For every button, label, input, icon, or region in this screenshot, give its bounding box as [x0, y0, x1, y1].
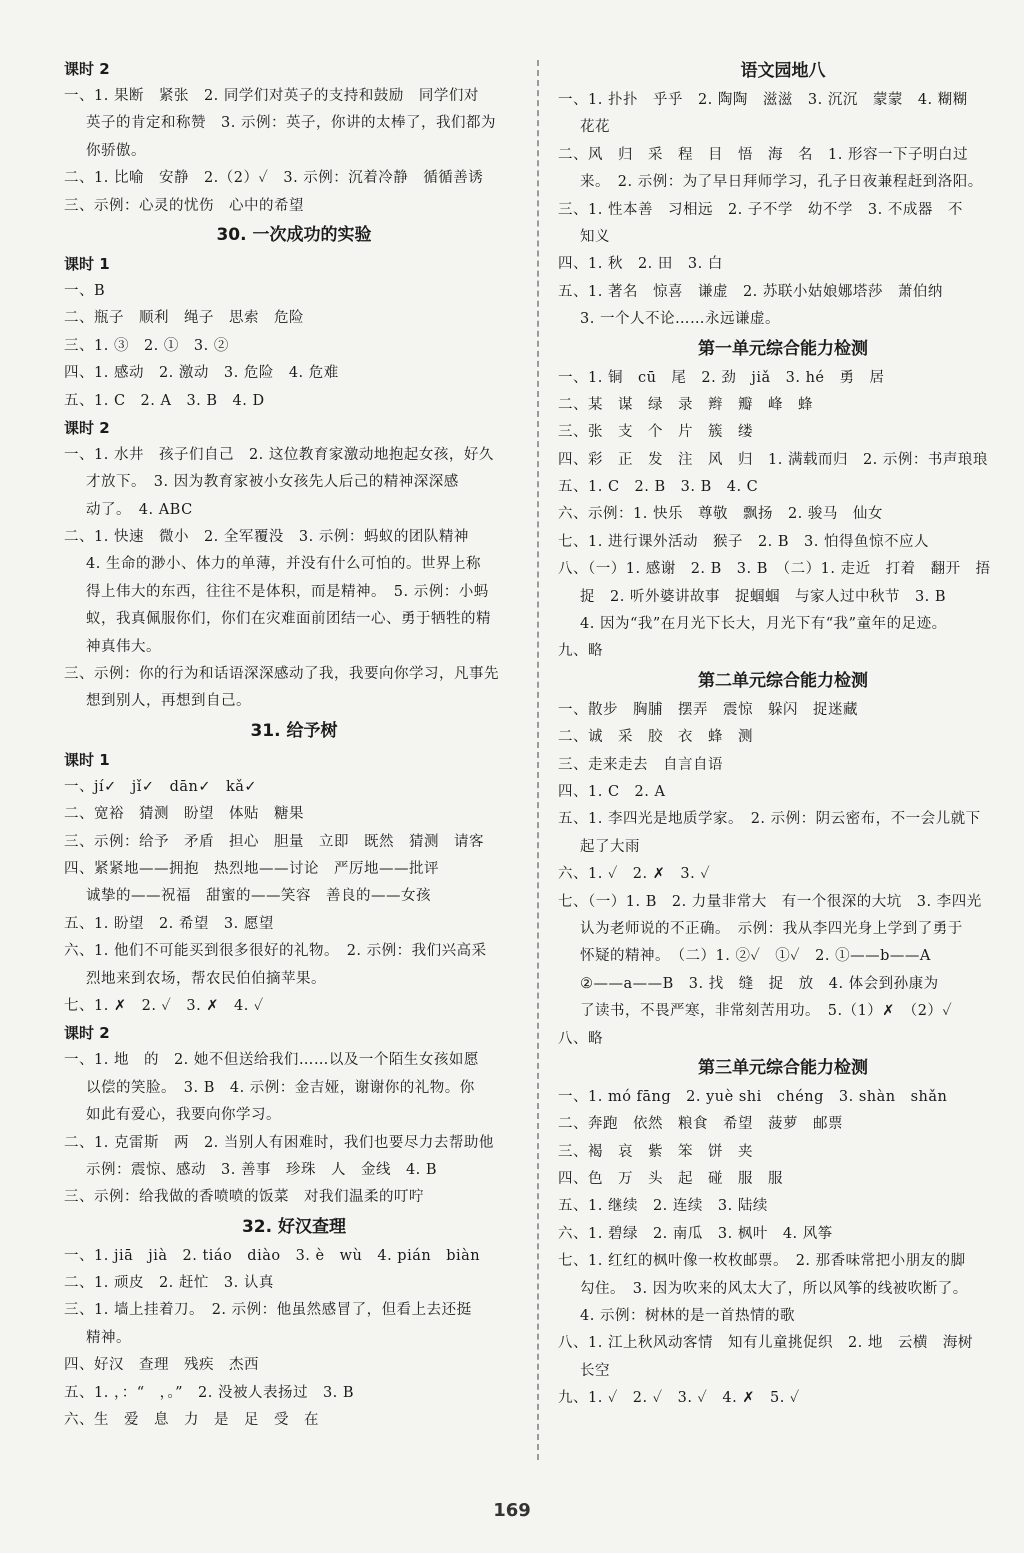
answer-line: 3. 一个人不论……永远谦虚。 — [580, 311, 780, 328]
lesson-heading: 课时 2 — [64, 418, 110, 437]
column-divider — [537, 60, 539, 1460]
answer-line: 五、1. C 2. A 3. B 4. D — [64, 392, 265, 409]
answer-line: 一、1. jiā jià 2. tiáo diào 3. è wù 4. pián biàn — [64, 1247, 481, 1264]
answer-line: 4. 生命的渺小、体力的单薄，并没有什么可怕的。世界上称 — [86, 556, 481, 573]
answer-line: 六、1. ✓ 2. ✗ 3. ✓ — [558, 866, 711, 883]
answer-line: 六、示例：1. 快乐 尊敬 飘扬 2. 骏马 仙女 — [558, 506, 883, 523]
left-column — [64, 56, 524, 1434]
section-title: 语文园地八 — [740, 61, 826, 81]
answer-line: 烈地来到农场，帮农民伯伯摘苹果。 — [86, 970, 326, 987]
answer-line: 一、1. 地 的 2. 她不但送给我们……以及一个陌生女孩如愿 — [64, 1052, 479, 1069]
answer-line: 三、1. 墙上挂着刀。 2. 示例：他虽然感冒了，但看上去还挺 — [64, 1302, 472, 1319]
answer-line: 以偿的笑脸。 3. B 4. 示例：金吉娅，谢谢你的礼物。你 — [86, 1079, 475, 1096]
answer-line: 五、1. ，：“ ，。” 2. 没被人表扬过 3. B — [64, 1384, 355, 1401]
lesson-heading: 课时 2 — [64, 60, 110, 78]
answer-line: 二、诚 采 胶 衣 蜂 测 — [558, 729, 753, 746]
answer-line: 三、示例：你的行为和话语深深感动了我，我要向你学习，凡事先 — [64, 666, 499, 683]
section-title: 32. 好汉查理 — [241, 1216, 347, 1237]
answer-line: 一、1. 扑扑 乎乎 2. 陶陶 滋滋 3. 沉沉 蒙蒙 4. 糊糊 — [558, 92, 968, 108]
answer-line: 三、褐 哀 紫 笨 饼 夹 — [558, 1143, 753, 1160]
answer-line: 4. 因为“我”在月光下长大，月光下有“我”童年的足迹。 — [580, 616, 947, 633]
answer-line: 捉 2. 听外婆讲故事 捉蝈蝈 与家人过中秋节 3. B — [580, 588, 947, 605]
answer-line: 一、B — [64, 282, 106, 299]
answer-line: 四、1. 感动 2. 激动 3. 危险 4. 危难 — [64, 365, 339, 382]
lesson-heading: 课时 1 — [64, 254, 110, 273]
answer-line: 七、（一）1. B 2. 力量非常大 有一个很深的大坑 3. 李四光 — [558, 893, 982, 910]
answer-line: 一、1. mó fāng 2. yuè shi chéng 3. shàn shǎn — [558, 1088, 948, 1105]
answer-line: 英子的肯定和称赞 3. 示例：英子，你讲的太棒了，我们都为 — [86, 115, 496, 132]
answer-line: 了读书，不畏严寒，非常刻苦用功。 5.（1）✗ （2）✓ — [580, 1003, 953, 1020]
answer-line: 四、色 万 头 起 碰 服 服 — [558, 1171, 783, 1188]
answer-line: 三、张 支 个 片 簇 缕 — [558, 424, 753, 441]
answer-line: 二、1. 比喻 安静 2.（2）✓ 3. 示例：沉着冷静 循循善诱 — [64, 170, 484, 187]
answer-line: 三、1. 性本善 习相远 2. 子不学 幼不学 3. 不成器 不 — [558, 201, 963, 218]
page-number: 169 — [493, 1500, 531, 1521]
answer-line: 四、1. C 2. A — [558, 783, 666, 800]
answer-line: 二、瓶子 顺利 绳子 思索 危险 — [64, 310, 304, 327]
answer-line: 一、1. 水井 孩子们自己 2. 这位教育家激动地抱起女孩，好久 — [64, 446, 494, 463]
answer-line: 四、彩 正 发 注 风 归 1. 满载而归 2. 示例：书声琅琅 — [558, 451, 988, 468]
answer-line: 三、示例：心灵的忧伤 心中的希望 — [64, 197, 304, 214]
answer-line: 三、1. ③ 2. ① 3. ② — [64, 337, 229, 354]
answer-line: 一、jí✓ jǐ✓ dān✓ kǎ✓ — [64, 778, 258, 795]
answer-line: 动了。 4. ABC — [86, 501, 193, 518]
answer-line: 三、示例：给予 矛盾 担心 胆量 立即 既然 猜测 请客 — [64, 833, 484, 850]
answer-line: 五、1. 继续 2. 连续 3. 陆续 — [558, 1198, 768, 1215]
section-title: 第三单元综合能力检测 — [698, 1057, 868, 1078]
section-title: 31. 给予树 — [250, 720, 338, 741]
answer-line: 蚁，我真佩服你们，你们在灾难面前团结一心、勇于牺牲的精 — [86, 611, 491, 628]
answer-line: 一、1. 铜 cū 尾 2. 劲 jiǎ 3. hé 勇 居 — [558, 369, 885, 386]
answer-line: 二、1. 顽皮 2. 赶忙 3. 认真 — [64, 1275, 274, 1292]
answer-line: 二、1. 克雷斯 两 2. 当别人有困难时，我们也要尽力去帮助他 — [64, 1134, 494, 1151]
answer-line: 示例：震惊、感动 3. 善事 珍珠 人 金线 4. B — [86, 1161, 438, 1178]
answer-line: 认为老师说的不正确。 示例：我从李四光身上学到了勇于 — [580, 920, 963, 937]
answer-line: 精神。 — [86, 1329, 131, 1346]
answer-line: 六、生 爱 息 力 是 足 受 在 — [64, 1412, 319, 1429]
answer-line: 七、1. 进行课外活动 猴子 2. B 3. 怕得鱼惊不应人 — [558, 533, 929, 550]
answer-line: 4. 示例：树林的是一首热情的歌 — [580, 1308, 795, 1325]
answer-line: 你骄傲。 — [86, 142, 146, 159]
answer-line: 一、散步 胸脯 摆弄 震惊 躲闪 捉迷藏 — [558, 701, 858, 718]
answer-line: 八、1. 江上秋风动客情 知有儿童挑促织 2. 地 云横 海树 — [558, 1335, 973, 1352]
section-title: 30. 一次成功的实验 — [216, 224, 372, 245]
right-column — [558, 56, 1008, 1413]
answer-line: 五、1. 著名 惊喜 谦虚 2. 苏联小姑娘娜塔莎 萧伯纳 — [558, 283, 943, 300]
answer-line: 起了大雨 — [580, 838, 640, 855]
answer-line: 八、（一）1. 感谢 2. B 3. B （二）1. 走近 打着 翻开 捂 — [558, 561, 991, 578]
answer-line: 花花 — [580, 119, 610, 136]
section-title: 第一单元综合能力检测 — [698, 338, 868, 359]
answer-line: 二、风 归 采 程 目 悟 海 名 1. 形容一下子明白过 — [558, 146, 968, 163]
section-title: 第二单元综合能力检测 — [698, 670, 868, 691]
answer-line: 二、奔跑 依然 粮食 希望 菠萝 邮票 — [558, 1116, 843, 1133]
answer-line: 二、宽裕 猜测 盼望 体贴 糖果 — [64, 806, 304, 823]
answer-line: 才放下。 3. 因为教育家被小女孩先人后己的精神深深感 — [86, 474, 459, 491]
answer-line: 六、1. 碧绿 2. 南瓜 3. 枫叶 4. 风筝 — [558, 1225, 833, 1242]
answer-line: 五、1. C 2. B 3. B 4. C — [558, 479, 759, 496]
answer-line: 四、1. 秋 2. 田 3. 白 — [558, 256, 723, 273]
lesson-heading: 课时 1 — [64, 750, 110, 769]
answer-line: 怀疑的精神。 （二）1. ②✓ ①✓ 2. ①——b——A — [580, 948, 931, 965]
answer-line: 如此有爱心，我要向你学习。 — [86, 1107, 281, 1124]
answer-line: 四、紧紧地——拥抱 热烈地——讨论 严厉地——批评 — [64, 860, 439, 877]
answer-line: 五、1. 盼望 2. 希望 3. 愿望 — [64, 915, 274, 932]
answer-line: 二、某 谋 绿 录 辫 瓣 峰 蜂 — [558, 396, 813, 413]
answer-line: 知义 — [580, 228, 610, 245]
answer-line: 得上伟大的东西，往往不是体积，而是精神。 5. 示例：小蚂 — [86, 583, 489, 600]
answer-line: 九、1. ✓ 2. ✓ 3. ✓ 4. ✗ 5. ✓ — [558, 1390, 800, 1407]
answer-line: 三、走来走去 自言自语 — [558, 756, 723, 773]
answer-line: 长空 — [580, 1362, 610, 1379]
answer-line: 五、1. 李四光是地质学家。 2. 示例：阴云密布，不一会儿就下 — [558, 811, 981, 828]
answer-line: 九、略 — [558, 643, 603, 660]
lesson-heading: 课时 2 — [64, 1024, 110, 1043]
answer-line: 七、1. 红红的枫叶像一枚枚邮票。 2. 那香味常把小朋友的脚 — [558, 1253, 966, 1270]
answer-line: ②——a——B 3. 找 缝 捉 放 4. 体会到孙康为 — [580, 975, 939, 992]
answer-line: 八、略 — [558, 1030, 603, 1047]
answer-line: 一、1. 果断 紧张 2. 同学们对英子的支持和鼓励 同学们对 — [64, 88, 479, 104]
answer-line: 想到别人，再想到自己。 — [86, 693, 251, 710]
answer-line: 六、1. 他们不可能买到很多很好的礼物。 2. 示例：我们兴高采 — [64, 943, 487, 960]
answer-line: 四、好汉 查理 残疾 杰西 — [64, 1357, 259, 1374]
answer-line: 七、1. ✗ 2. ✓ 3. ✗ 4. ✓ — [64, 997, 264, 1014]
answer-line: 三、示例：给我做的香喷喷的饭菜 对我们温柔的叮咛 — [64, 1189, 424, 1206]
answer-line: 来。 2. 示例：为了早日拜师学习，孔子日夜兼程赶到洛阳。 — [580, 174, 983, 191]
answer-line: 二、1. 快速 微小 2. 全军覆没 3. 示例：蚂蚁的团队精神 — [64, 529, 469, 546]
answer-line: 神真伟大。 — [86, 638, 161, 655]
answer-line: 勾住。 3. 因为吹来的风太大了，所以风筝的线被吹断了。 — [580, 1280, 968, 1297]
answer-line: 诚挚的——祝福 甜蜜的——笑容 善良的——女孩 — [86, 888, 431, 905]
